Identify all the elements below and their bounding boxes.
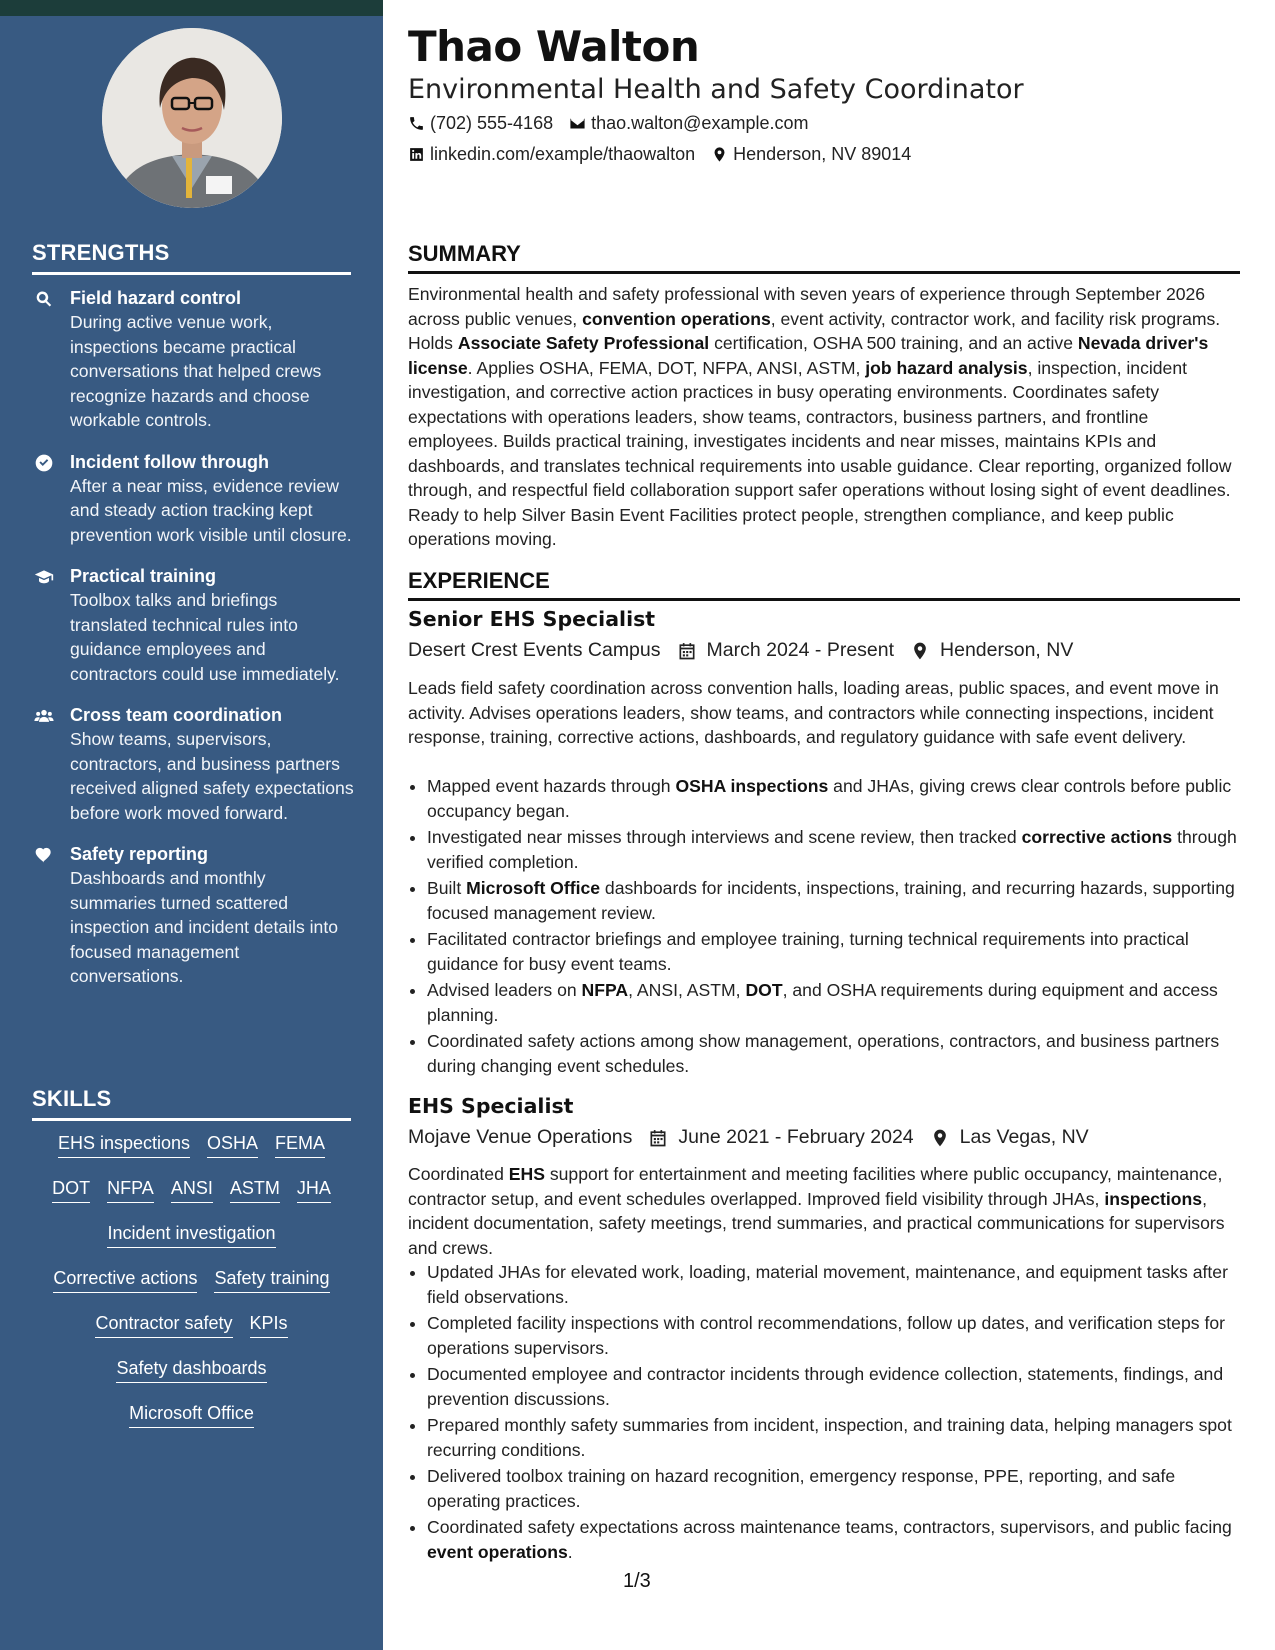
emphasized-text: OSHA inspections: [675, 776, 829, 796]
profile-photo: [102, 28, 282, 208]
text-run: Documented employee and contractor incidents through evidence collection, statements, findings, and prevention discussions.: [427, 1364, 1224, 1409]
role-company: Mojave Venue Operations: [408, 1126, 633, 1148]
calendar-icon: [677, 641, 697, 661]
bullet-item: [427, 1362, 1240, 1411]
envelope-icon: [569, 115, 586, 132]
text-run: , inspection, incident investigation, and corrective action practices in busy operating environments. Coordinates safety expectations with operations leaders, show teams, contractors, business partners, and frontline employees. Builds practical training, investigates incidents and near misses, maintains KPIs and dashboards, and translates technical requirements into usable guidance. Clear reporting, organized follow through, and respectful field collaboration support safer operations without losing sight of event deadlines. Ready to help Silver Basin Event Facilities protect people, strengthen compliance, and keep public operations moving.: [408, 357, 1232, 549]
strength-title: Safety reporting: [70, 844, 209, 864]
strength-title: Field hazard control: [70, 288, 242, 308]
text-run: , and OSHA requirements during equipment and access planning.: [427, 980, 1218, 1025]
summary-heading: SUMMARY: [408, 241, 1240, 274]
role-location: Las Vegas, NV: [959, 1126, 1089, 1148]
role-description: [408, 1162, 1240, 1260]
skill-tag: Microsoft Office: [129, 1400, 254, 1428]
role-meta: [408, 639, 1073, 662]
bullet-item: [427, 876, 1240, 925]
strengths-list: [32, 286, 354, 1006]
strength-description: Dashboards and monthly summaries turned scattered inspection and incident details into focused management conversations.: [70, 868, 338, 986]
contact-phone: [408, 113, 553, 134]
contact-row: [408, 144, 911, 165]
skill-tag: Contractor safety: [95, 1310, 232, 1338]
role-dates: June 2021 - February 2024: [678, 1126, 914, 1148]
role-title: Senior EHS Specialist: [408, 607, 656, 631]
strength-description: Show teams, supervisors, contractors, and business partners received aligned safety expectations before work moved forward.: [70, 729, 354, 823]
strength-title: Incident follow through: [70, 451, 269, 472]
text-run: , incident documentation, safety meetings, trend summaries, and practical communications for supervisors and crews.: [408, 1188, 1225, 1258]
phone-text: (702) 555-4168: [430, 113, 554, 133]
role-location: Henderson, NV: [940, 639, 1074, 661]
text-run: Completed facility inspections with control recommendations, follow up dates, and verification steps for operations supervisors.: [427, 1313, 1225, 1358]
strength-item: [32, 286, 354, 433]
role-title: EHS Specialist: [408, 1094, 574, 1118]
text-run: , event activity, contractor work, and facility risk programs. Holds: [408, 308, 1221, 353]
text-run: . Applies OSHA, FEMA, DOT, NFPA, ANSI, ASTM,: [467, 357, 866, 378]
location-text: Henderson, NV 89014: [733, 144, 912, 164]
candidate-title: Environmental Health and Safety Coordinator: [408, 74, 1024, 105]
emphasized-text: Microsoft Office: [466, 878, 601, 898]
emphasized-text: inspections: [1104, 1188, 1203, 1209]
skill-tag: ANSI: [171, 1175, 213, 1203]
strength-description: Toolbox talks and briefings translated technical rules into guidance employees and contractors could use immediately.: [70, 590, 340, 684]
text-run: support for entertainment and meeting facilities where public occupancy, maintenance, contractor setup, and event schedules overlapped. Improved field visibility through JHAs,: [408, 1164, 1223, 1209]
calendar-icon: [648, 1128, 668, 1148]
skill-row: [32, 1175, 351, 1220]
skill-row: [32, 1220, 351, 1265]
skill-tag: Safety dashboards: [116, 1355, 266, 1383]
skill-tag: OSHA: [207, 1130, 258, 1158]
text-run: Environmental health and safety professional with seven years of experience through September 2026 across public venues,: [408, 284, 1206, 329]
strength-item: [32, 703, 354, 825]
text-run: Coordinated safety expectations across maintenance teams, contractors, supervisors, and public facing: [427, 1517, 1232, 1537]
experience-heading: EXPERIENCE: [408, 568, 1240, 601]
text-run: , ANSI, ASTM,: [628, 980, 746, 1000]
summary-text: [408, 282, 1240, 552]
bullet-item: [427, 1311, 1240, 1360]
skill-tag: ASTM: [230, 1175, 280, 1203]
skills-heading: SKILLS: [32, 1086, 351, 1121]
strength-description: After a near miss, evidence review and steady action tracking kept prevention work visible until closure.: [70, 475, 352, 545]
map-pin-icon: [910, 641, 930, 661]
skill-row: [32, 1265, 351, 1310]
text-run: Facilitated contractor briefings and employee training, turning technical requirements into practical guidance for busy event teams.: [427, 929, 1189, 974]
emphasized-text: EHS: [508, 1164, 545, 1184]
strength-item: [32, 450, 354, 548]
role-dates: March 2024 - Present: [706, 639, 895, 661]
role-bullets: [408, 774, 1240, 1080]
text-run: certification, OSHA 500 training, and an active: [709, 333, 1078, 353]
text-run: through verified completion.: [427, 827, 1237, 872]
skill-tag: FEMA: [275, 1130, 325, 1158]
linkedin-icon: [408, 146, 425, 163]
role-meta: [408, 1126, 1089, 1149]
strength-item: [32, 842, 354, 989]
map-pin-icon: [930, 1128, 950, 1148]
graduation-cap-icon: [32, 567, 56, 587]
page-number: 1/3: [623, 1570, 651, 1592]
text-run: dashboards for incidents, inspections, training, and recurring hazards, supporting focused management review.: [427, 878, 1235, 923]
heart-icon: [32, 845, 56, 865]
emphasized-text: job hazard analysis: [865, 357, 1028, 378]
emphasized-text: Associate Safety Professional: [457, 333, 710, 353]
skills-list: [32, 1130, 351, 1445]
text-run: Coordinated: [408, 1164, 509, 1184]
emphasized-text: NFPA: [581, 980, 629, 1000]
contact-linkedin[interactable]: [408, 144, 695, 165]
skill-tag: EHS inspections: [58, 1130, 190, 1158]
text-run: .: [567, 1541, 573, 1562]
candidate-name: Thao Walton: [408, 22, 700, 71]
skill-row: [32, 1355, 351, 1400]
text-run: Investigated near misses through interviews and scene review, then tracked: [427, 827, 1022, 847]
sidebar: [0, 0, 383, 1650]
skill-tag: DOT: [52, 1175, 90, 1203]
contact-row: [408, 113, 808, 134]
email-text[interactable]: thao.walton@example.com: [591, 113, 809, 133]
text-run: Prepared monthly safety summaries from incident, inspection, and training data, helping managers spot recurring conditions.: [427, 1415, 1232, 1460]
linkedin-text[interactable]: linkedin.com/example/thaowalton: [430, 144, 696, 164]
sidebar-top-accent: [0, 0, 383, 16]
strengths-heading: STRENGTHS: [32, 240, 351, 275]
bullet-item: [427, 1260, 1240, 1309]
bullet-item: [427, 774, 1240, 823]
emphasized-text: convention operations: [582, 308, 771, 329]
role-description: [408, 676, 1240, 750]
role-bullets: [408, 1260, 1240, 1566]
emphasized-text: corrective actions: [1021, 827, 1173, 847]
skill-tag: Safety training: [214, 1265, 329, 1293]
skill-row: [32, 1400, 351, 1445]
strength-title: Practical training: [70, 566, 217, 586]
emphasized-text: event operations: [427, 1541, 568, 1562]
users-icon: [32, 706, 56, 726]
map-pin-icon: [711, 146, 728, 163]
skill-tag: KPIs: [250, 1310, 288, 1338]
contact-email[interactable]: [569, 113, 808, 134]
text-run: Built: [427, 878, 467, 898]
emphasized-text: DOT: [745, 980, 783, 1000]
strength-item: [32, 564, 354, 686]
text-run: Coordinated safety actions among show management, operations, contractors, and business partners during changing event schedules.: [427, 1031, 1220, 1076]
text-run: Leads field safety coordination across convention halls, loading areas, public spaces, and event move in activity. Advises operations leaders, show teams, and contractors while connecting inspections, incident response, training, corrective actions, dashboards, and regulatory guidance with safe event delivery.: [408, 678, 1219, 747]
bullet-item: [427, 1413, 1240, 1462]
text-run: and JHAs, giving crews clear controls before public occupancy began.: [427, 776, 1232, 821]
contact-location: [711, 144, 911, 165]
role-company: Desert Crest Events Campus: [408, 639, 661, 661]
text-run: Mapped event hazards through: [427, 776, 676, 796]
text-run: Delivered toolbox training on hazard recognition, emergency response, PPE, reporting, and safe operating practices.: [427, 1466, 1176, 1511]
skill-tag: Corrective actions: [53, 1265, 197, 1293]
strength-description: During active venue work, inspections became practical conversations that helped crews recognize hazards and choose workable controls.: [70, 312, 322, 430]
skill-row: [32, 1130, 351, 1175]
bullet-item: [427, 978, 1240, 1027]
emphasized-text: Nevada driver's license: [408, 333, 1209, 378]
bullet-item: [427, 927, 1240, 976]
bullet-item: [427, 1515, 1240, 1564]
search-icon: [32, 289, 56, 309]
phone-icon: [408, 115, 425, 132]
text-run: Advised leaders on: [427, 980, 582, 1000]
skill-tag: NFPA: [107, 1175, 154, 1203]
skill-row: [32, 1310, 351, 1355]
bullet-item: [427, 1029, 1240, 1078]
skill-tag: JHA: [297, 1175, 331, 1203]
skill-tag: Incident investigation: [107, 1220, 275, 1248]
text-run: Updated JHAs for elevated work, loading, material movement, maintenance, and equipment tasks after field observations.: [427, 1262, 1228, 1307]
strength-title: Cross team coordination: [70, 705, 283, 725]
bullet-item: [427, 825, 1240, 874]
bullet-item: [427, 1464, 1240, 1513]
check-circle-icon: [32, 453, 56, 473]
profile-photo-illustration: [102, 28, 282, 208]
